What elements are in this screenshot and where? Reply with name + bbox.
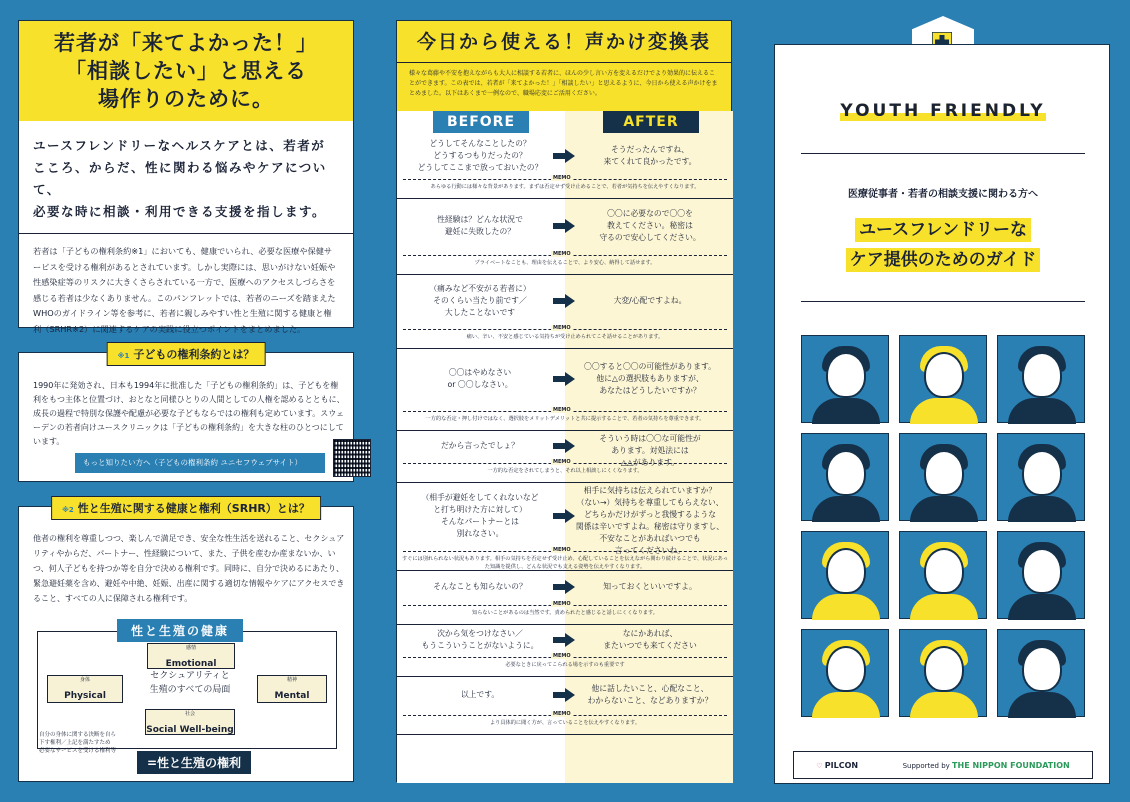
portrait-face xyxy=(1022,352,1062,398)
after-phrase-line: そういう時は〇〇な可能性が xyxy=(599,434,701,443)
after-phrase-line: 〇〇に必要なので〇〇を xyxy=(607,209,693,218)
hex-physical: 身体 Physical xyxy=(47,675,123,703)
after-phrase-line: なにかあれば、 xyxy=(622,629,678,638)
before-phrase-line: or 〇〇しなさい。 xyxy=(447,380,513,389)
before-phrase-line: （痛みなど不安がる若者に） xyxy=(429,284,531,293)
before-phrase-line: どうしてここまで放っておいたの？ xyxy=(417,163,543,172)
portrait-illustration xyxy=(899,629,987,717)
cover-title-line1: ユースフレンドリーな xyxy=(775,215,1111,245)
hero-title: 若者が「来てよかった！」 「相談したい」と思える 場作りのために。 xyxy=(19,21,353,121)
row-note: 痛い、辛い、不安と感じている気持ちが受け止められてこそ話せることがあります。 xyxy=(466,334,664,340)
before-phrase-line: どうしてそんなことしたの？ xyxy=(429,139,531,148)
before-phrase xyxy=(405,367,555,391)
before-phrase-line: そんなことも知らないの？ xyxy=(433,582,527,591)
hex-social: 社会 Social Well-being xyxy=(146,711,234,735)
portrait-face xyxy=(924,548,964,594)
portrait-illustration xyxy=(899,531,987,619)
after-phrase-line: 来てくれて良かったです。 xyxy=(603,157,697,166)
after-phrase-line: 他に話したいこと、心配なこと、 xyxy=(591,684,709,693)
after-phrase xyxy=(575,628,725,652)
row-note: すぐには別れられない状況もあります。相手の気持ちを否定せず受け止め、心配していることを伝えながら関わり続けることで、状況にあった知識を提供し、どんな状況でも支える姿勢を伝えやすくなります。 xyxy=(401,556,729,570)
before-phrase-line: そんなパートナーとは xyxy=(441,517,519,526)
srhr-diagram xyxy=(37,619,337,769)
after-phrase-line: △△があります。 xyxy=(620,458,680,467)
after-phrase xyxy=(575,361,725,397)
before-phrase xyxy=(405,689,555,701)
cover-title-line2: ケア提供のためのガイド xyxy=(775,245,1111,275)
memo-line xyxy=(403,653,727,659)
conversion-row xyxy=(397,135,733,199)
hero-lead: ユースフレンドリーなヘルスケアとは、若者が こころ、からだ、性に関わる悩みやケアについて、 必要な時に相談・利用できる支援を指します。 xyxy=(19,121,353,234)
crc-title: ※1 子どもの権利条約とは？ xyxy=(107,342,266,366)
srhr-card xyxy=(18,502,354,782)
memo-line xyxy=(403,601,727,607)
portrait-illustration xyxy=(899,335,987,423)
before-phrase-line: もうこういうことがないように。 xyxy=(421,641,539,650)
portrait-face xyxy=(924,646,964,692)
row-note: 知らないことがあるのは当然です。責められたと感じると話しにくくなります。 xyxy=(472,610,658,616)
portrait-face xyxy=(826,646,866,692)
before-phrase-line: どうするつもりだったの？ xyxy=(433,151,527,160)
srhr-body: 他者の権利を尊重しつつ、楽しんで満足でき、安全な性生活を送れること、セクシュアリティやからだ、パートナー、性経験について、また、子供を産むか産まないか、いつ、何人子どもを持つか等を自分で決める権利です。同時に、自分で決めるにあたり、緊急避妊薬を含め、避妊や中絶、妊娠、出産に関する適切な情報やケアにアクセスできること、すべての人に保障される権利です。 xyxy=(33,534,345,603)
divider-top xyxy=(801,153,1085,154)
memo-label: MEMO xyxy=(553,601,571,607)
after-phrase-line: 大変/心配ですよね。 xyxy=(613,296,687,305)
portrait-illustration xyxy=(997,629,1085,717)
memo-line xyxy=(403,407,727,413)
before-phrase-line: 性経験は？どんな状況で xyxy=(437,215,523,224)
heart-icon: ♡ xyxy=(816,761,823,770)
before-phrase-line: 別れなさい。 xyxy=(456,529,504,538)
after-phrase-line: 教えてください。秘密は xyxy=(607,221,693,230)
after-phrase-line: 守るので安心してください。 xyxy=(599,233,701,242)
after-phrase-line: 相手に気持ちは伝えられていますか？ xyxy=(583,486,717,495)
before-phrase-line: そのくらい当たり前です／ xyxy=(433,296,527,305)
row-note: 必要なときに戻ってこられる場を示すのも重要です xyxy=(505,662,625,668)
before-phrase xyxy=(405,138,555,174)
crc-card xyxy=(18,348,354,482)
conversion-row xyxy=(397,349,733,431)
conversion-row xyxy=(397,625,733,677)
conversion-row xyxy=(397,483,733,571)
before-phrase xyxy=(405,283,555,319)
portrait-body xyxy=(1008,594,1076,620)
hero-body: 若者は「子どもの権利条約※1」においても、健康でいられ、必要な医療や保健サービスを受ける権利があるとされています。しかし実際には、思いがけない妊娠や性感染症等のリスクに大きくさらされている一方で、医療へのアクセスしづらさを感じる若者は少なくありません。このパンフレットでは、若者のニーズを踏まえたWHOのガイドライン等を参考に、若者に親しみやすい性と生殖に関する健康と権利（SRHR※2）に関連するケアの実践に役立つポイントをまとめました。 xyxy=(33,246,336,334)
portrait-illustration xyxy=(997,335,1085,423)
portrait-illustration xyxy=(801,433,889,521)
before-phrase xyxy=(405,492,555,540)
after-phrase-line: あります。対処法には xyxy=(611,446,689,455)
after-phrase-line: （ない→）気持ちを尊重してもらえない、 xyxy=(576,498,724,507)
diagram-result: =性と生殖の権利 xyxy=(137,751,251,774)
after-phrase-line: 不安なことがあればいつでも xyxy=(599,534,701,543)
portrait-body xyxy=(1008,398,1076,424)
row-note: 一方的な否定・押し付けではなく、選択肢をメリットデメリットと共に提示することで、若者の気持ちを尊重できます。 xyxy=(425,416,705,422)
memo-label: MEMO xyxy=(553,653,571,659)
memo-label: MEMO xyxy=(553,547,571,553)
hex-emotional: 感情 Emotional xyxy=(147,643,235,669)
portrait-body xyxy=(1008,692,1076,718)
portrait-illustration xyxy=(997,433,1085,521)
before-phrase-line: 避妊に失敗したの？ xyxy=(444,227,516,236)
after-phrase-line: そうだったんですね、 xyxy=(611,145,689,154)
portrait-body xyxy=(812,496,880,522)
portrait-illustration xyxy=(801,629,889,717)
row-note: プライベートなことも、理由を伝えることで、より安心、納得して話せます。 xyxy=(474,260,656,266)
portrait-face xyxy=(826,548,866,594)
conversion-row xyxy=(397,677,733,735)
crc-body: 1990年に発効され、日本も1994年に批准した「子どもの権利条約」は、子どもを権利をもつ主体と位置づけ、おとなと同様ひとりの人間としての人権を認めるとともに、成長の過程で特別な保護や配慮が必要な子どもならではの権利も定めています。スウェーデンの若者向けユースクリニックは「子どもの権利条約」を大きな柱のひとつにしています。 xyxy=(33,381,345,446)
portrait-face xyxy=(1022,548,1062,594)
memo-line xyxy=(403,251,727,257)
conversion-table xyxy=(397,111,733,783)
portrait-face xyxy=(826,450,866,496)
memo-label: MEMO xyxy=(553,407,571,413)
before-phrase-line: 以上です。 xyxy=(460,690,500,699)
portrait-body xyxy=(812,594,880,620)
after-phrase-line: 他に△の選択肢もありますが、 xyxy=(596,374,704,383)
diagram-center: セクシュアリティと 生殖のすべての局面 xyxy=(149,671,231,695)
hex-mental: 精神 Mental xyxy=(257,675,327,703)
portrait-face xyxy=(1022,450,1062,496)
before-phrase-line: 〇〇はやめなさい xyxy=(448,368,512,377)
cover-panel xyxy=(774,44,1110,784)
divider-bottom xyxy=(801,301,1085,302)
portrait-face xyxy=(1022,646,1062,692)
after-header: AFTER xyxy=(603,111,699,133)
portrait-face xyxy=(826,352,866,398)
portrait-illustration xyxy=(801,335,889,423)
before-phrase-line: 大したことないです xyxy=(444,308,516,317)
before-phrase xyxy=(405,628,555,652)
memo-label: MEMO xyxy=(553,459,571,465)
before-header: BEFORE xyxy=(433,111,529,133)
row-note: より具体的に聞く方が、言っていることを伝えやすくなります。 xyxy=(489,720,641,726)
portrait-illustration xyxy=(899,433,987,521)
after-phrase-line: またいつでも来てください xyxy=(603,641,697,650)
memo-label: MEMO xyxy=(553,175,571,181)
before-phrase xyxy=(405,440,555,452)
before-phrase xyxy=(405,581,555,593)
crc-link[interactable]: もっと知りたい方へ（子どもの権利条約 ユニセフウェブサイト） xyxy=(75,453,325,473)
after-phrase xyxy=(575,208,725,244)
after-phrase-line: 関係は辛いですよね。秘密は守りますし、 xyxy=(575,522,725,531)
before-phrase-line: 次から気をつけなさい／ xyxy=(437,629,523,638)
arrow-right-icon xyxy=(553,509,575,523)
cover-footer xyxy=(793,751,1093,779)
memo-label: MEMO xyxy=(553,251,571,257)
after-phrase-line: どちらかだけがずっと我慢するような xyxy=(583,510,717,519)
srhr-title: ※2 性と生殖に関する健康と権利（SRHR）とは？ xyxy=(51,496,321,520)
memo-line xyxy=(403,325,727,331)
brand-title: YOUTH FRIENDLY xyxy=(840,101,1046,121)
after-phrase xyxy=(575,144,725,168)
before-phrase-line: （相手が避妊をしてくれないなど xyxy=(421,493,539,502)
arrow-right-icon xyxy=(553,219,575,233)
arrow-right-icon xyxy=(553,439,575,453)
row-note: あらゆる行動には様々な背景があります。まずは否定せず受け止めることで、若者が気持ちを伝えやすくなります。 xyxy=(430,184,700,190)
portrait-face xyxy=(924,450,964,496)
after-phrase-line: わからないこと、などありますか？ xyxy=(587,696,713,705)
intro-card xyxy=(18,20,354,334)
conversion-row xyxy=(397,431,733,483)
arrow-right-icon xyxy=(553,294,575,308)
cover-subtitle: 医療従事者・若者の相談支援に関わる方へ xyxy=(848,189,1038,200)
after-phrase xyxy=(575,683,725,707)
qr-code-icon[interactable] xyxy=(333,439,371,477)
after-phrase-line: あなたはどうしたいですか？ xyxy=(599,386,701,395)
arrow-right-icon xyxy=(553,149,575,163)
portrait-body xyxy=(812,398,880,424)
portrait-illustration xyxy=(801,531,889,619)
portrait-body xyxy=(910,692,978,718)
arrow-right-icon xyxy=(553,688,575,702)
conversion-table-panel xyxy=(396,20,732,782)
before-phrase-line: だから言ったでしょ？ xyxy=(441,441,519,450)
conversion-row xyxy=(397,199,733,275)
memo-line xyxy=(403,175,727,181)
memo-line xyxy=(403,711,727,717)
conversion-title: 今日から使える！声かけ変換表 xyxy=(397,21,731,63)
portrait-body xyxy=(910,398,978,424)
conversion-intro: 様々な葛藤や不安を抱えながらも大人に相談する若者に、ほんの少し言い方を変えるだけでより効果的に伝えることができます。この表では、若者が「来てよかった！」「相談したい」と思えるように、今日から使える声かけをまとめました。以下はあくまで一例なので、職場応変にご活用ください。 xyxy=(397,63,731,111)
after-phrase xyxy=(575,485,725,557)
arrow-right-icon xyxy=(553,580,575,594)
portrait-illustration xyxy=(997,531,1085,619)
memo-label: MEMO xyxy=(553,325,571,331)
portrait-face xyxy=(924,352,964,398)
portrait-body xyxy=(1008,496,1076,522)
conversion-row xyxy=(397,275,733,349)
pilcon-logo: ♡ PILCON xyxy=(816,760,859,770)
after-phrase xyxy=(575,581,725,593)
after-phrase-line: 〇〇すると〇〇の可能性があります。 xyxy=(584,362,716,371)
diagram-title: 性と生殖の健康 xyxy=(117,619,243,642)
portrait-body xyxy=(910,496,978,522)
conversion-row xyxy=(397,571,733,625)
diagram-note: 自分の身体に関する決断を自ら 下す権利／上記を満たすため 必要なサービスを受ける権利等 xyxy=(39,732,117,754)
arrow-right-icon xyxy=(553,372,575,386)
portrait-body xyxy=(812,692,880,718)
before-phrase xyxy=(405,214,555,238)
row-note: 一方的な否定をされてしまうと、それ以上相談しにくくなります。 xyxy=(487,468,643,474)
after-phrase-line: 知っておくといいですよ。 xyxy=(603,582,697,591)
after-phrase-line: 言ってくださいね。 xyxy=(614,546,686,555)
after-phrase xyxy=(575,295,725,307)
supported-by: Supported by THE NIPPON FOUNDATION xyxy=(902,760,1070,770)
before-phrase-line: と打ち明けた方に対して） xyxy=(433,505,527,514)
arrow-right-icon xyxy=(553,633,575,647)
memo-label: MEMO xyxy=(553,711,571,717)
portrait-body xyxy=(910,594,978,620)
